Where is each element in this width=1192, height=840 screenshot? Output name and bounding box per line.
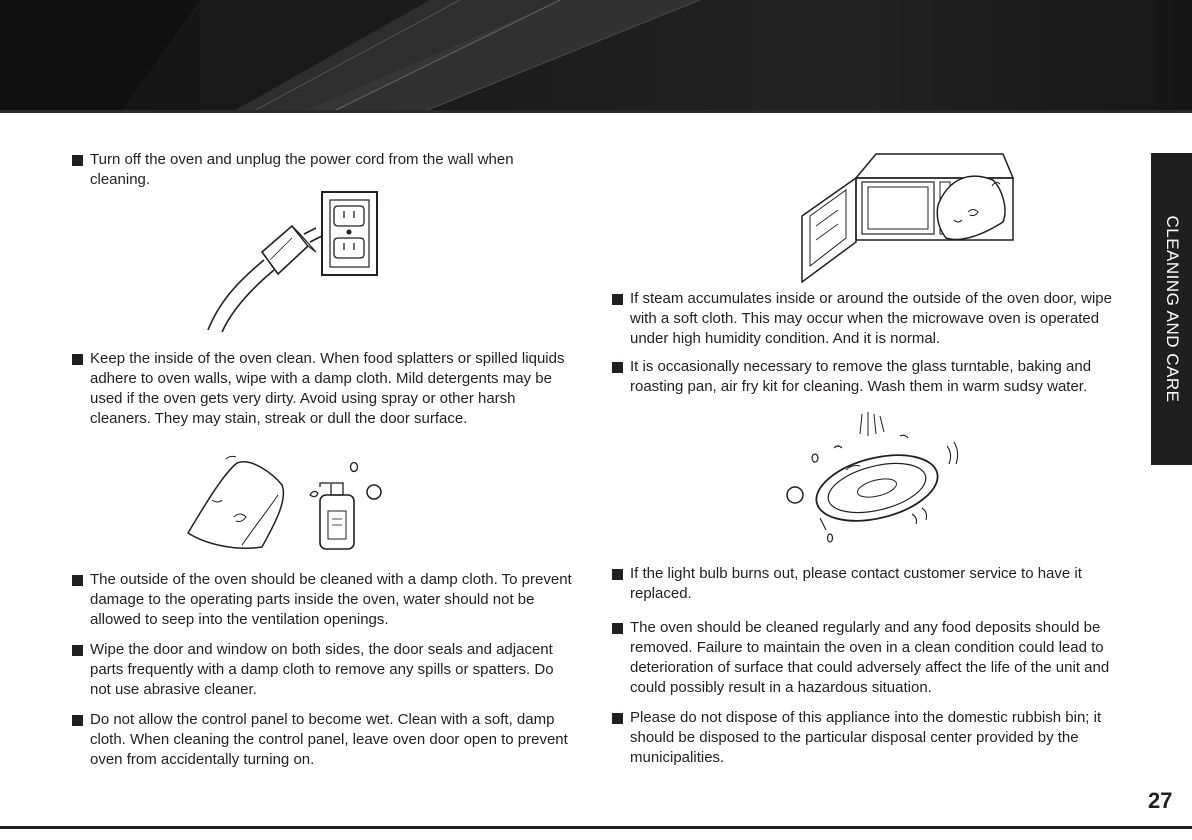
bullet-icon	[72, 155, 83, 166]
item-text: Keep the inside of the oven clean. When food splatters or spilled liquids adhere to oven walls, wipe with a damp cloth. Mild detergents may be used if the oven gets very dirty. Avoid using spray or other harsh cleaners. They may stain, streak or dull the door surface.	[90, 350, 565, 427]
list-item	[72, 150, 572, 190]
bullet-icon	[612, 362, 623, 373]
left-column-top	[72, 150, 572, 190]
turntable-wash-icon	[782, 410, 972, 545]
right-column-bottom	[612, 564, 1122, 768]
cloth-detergent-icon	[182, 455, 392, 555]
list-item	[612, 289, 1117, 349]
list-item	[72, 349, 572, 429]
item-text: If steam accumulates inside or around the outside of the oven door, wipe with a soft cloth. This may occur when the microwave oven is operated under high humidity condition. And it is normal.	[630, 290, 1112, 347]
bottom-rule	[0, 826, 1192, 829]
microwave-open-icon	[798, 150, 1018, 288]
list-item	[612, 618, 1122, 698]
page-number: 27	[1148, 788, 1173, 813]
list-item	[612, 564, 1122, 604]
section-tab-label: CLEANING AND CARE	[1162, 215, 1182, 403]
item-text: The outside of the oven should be cleaned with a damp cloth. To prevent damage to the operating parts inside the oven, water should not be allowed to seep into the ventilation openings.	[90, 571, 572, 628]
right-column-top	[612, 289, 1117, 397]
item-text: The oven should be cleaned regularly and any food deposits should be removed. Failure to maintain the oven in a clean condition could lead to deterioration of surface that could adversely affect the life of the unit and could possibly result in a hazardous situation.	[630, 619, 1110, 696]
bullet-icon	[612, 713, 623, 724]
item-text: Wipe the door and window on both sides, the door seals and adjacent parts frequently with a damp cloth to remove any spills or spatters. Do not use abrasive cleaner.	[90, 641, 554, 698]
bullet-icon	[612, 569, 623, 580]
list-item	[72, 640, 572, 700]
list-item	[72, 710, 572, 770]
section-tab	[1151, 153, 1192, 465]
header-banner	[0, 0, 1192, 113]
list-item	[612, 357, 1117, 397]
bullet-icon	[72, 575, 83, 586]
bullet-icon	[72, 715, 83, 726]
list-item	[612, 708, 1122, 768]
bullet-icon	[72, 645, 83, 656]
item-text: Turn off the oven and unplug the power cord from the wall when cleaning.	[90, 151, 514, 188]
bullet-icon	[72, 354, 83, 365]
list-item	[72, 570, 572, 630]
bullet-icon	[612, 623, 623, 634]
item-text: Please do not dispose of this appliance into the domestic rubbish bin; it should be disposed to the particular disposal center provided by the municipalities.	[630, 709, 1102, 766]
banner-stripes	[0, 0, 1192, 113]
plug-outlet-icon	[200, 190, 385, 335]
item-text: Do not allow the control panel to become wet. Clean with a soft, damp cloth. When cleaning the control panel, leave oven door open to prevent oven from accidentally turning on.	[90, 711, 568, 768]
item-text: If the light bulb burns out, please contact customer service to have it replaced.	[630, 565, 1082, 602]
bullet-icon	[612, 294, 623, 305]
left-column-mid	[72, 349, 572, 429]
item-text: It is occasionally necessary to remove the glass turntable, baking and roasting pan, air fry kit for cleaning. Wash them in warm sudsy water.	[630, 358, 1092, 395]
left-column-bottom	[72, 570, 572, 770]
